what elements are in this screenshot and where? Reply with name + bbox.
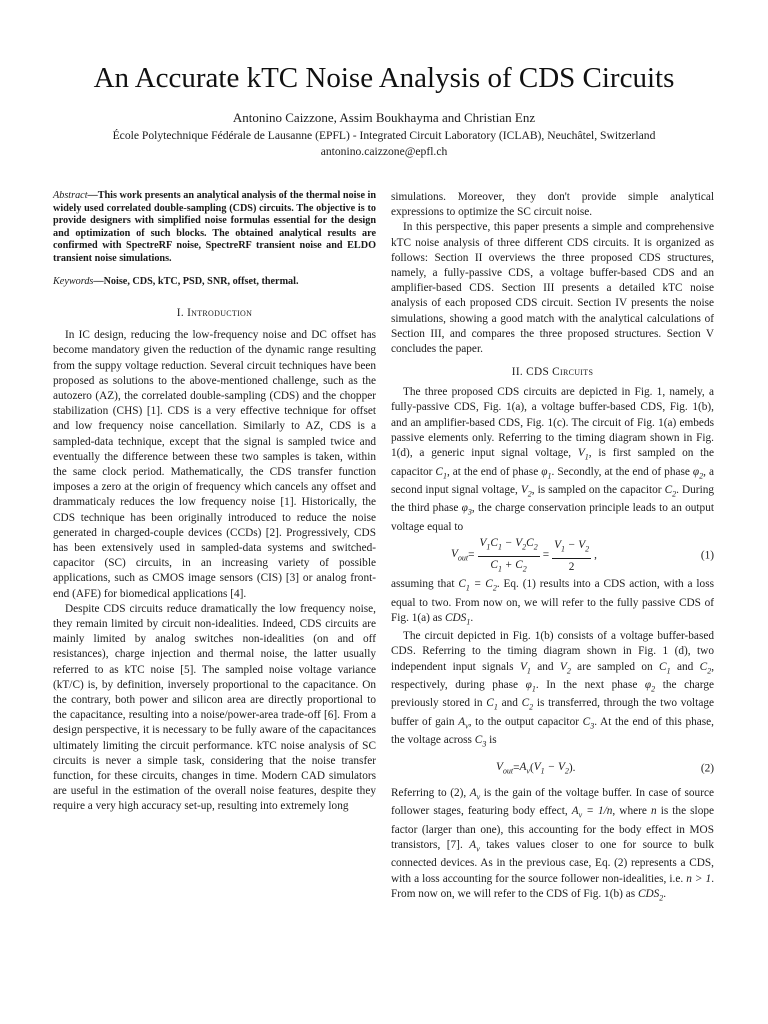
text-run: . <box>663 887 667 900</box>
comma: , <box>594 549 597 562</box>
keywords <box>53 276 376 289</box>
symbol: V <box>578 539 586 552</box>
math-c2 <box>521 697 534 712</box>
section-title: CDS Circuits <box>526 366 594 379</box>
equals-sign: = <box>468 549 475 562</box>
symbol: C <box>435 465 443 478</box>
symbol: V <box>479 537 487 550</box>
symbol: n <box>686 872 692 885</box>
subscript: 1 <box>584 452 589 462</box>
equation-number: (1) <box>700 549 714 562</box>
equation-number: (2) <box>700 762 714 775</box>
math-c1 <box>435 466 447 478</box>
symbol: C <box>659 660 667 673</box>
math-v1 <box>577 447 589 462</box>
symbol: C <box>699 660 708 673</box>
section-heading-introduction <box>53 306 376 320</box>
subscript: 2 <box>659 893 664 903</box>
text-run: . Eq. (1) results into a CDS action, with a loss equal to two. From now on, we will refer to the fully passive CDS of Fig. 1(a) as <box>391 578 714 624</box>
subscript: 1 <box>465 583 470 593</box>
subscript: 1 <box>547 470 552 480</box>
one-over: 1/ <box>597 805 607 818</box>
text-run: is the gain of the voltage buffer. In case of source follower stages, featuring body effect, <box>391 786 714 818</box>
author-email: antonino.caizzone@epfl.ch <box>320 145 448 158</box>
subscript: 1 <box>540 765 545 775</box>
equation-body <box>496 758 575 780</box>
equals-sign: = <box>582 805 598 818</box>
fraction-numerator <box>552 538 591 558</box>
equation-body <box>451 539 597 573</box>
math-phi3 <box>461 502 472 517</box>
text-run: and <box>670 660 700 673</box>
symbol: V <box>533 760 541 773</box>
math-c1-eq-c2 <box>458 578 497 593</box>
author-list: Antonino Caizzone, Assim Boukhayma and Christian Enz <box>232 110 536 125</box>
symbol: V <box>577 447 585 460</box>
symbol: C <box>485 578 493 591</box>
subscript: 3 <box>590 721 595 731</box>
symbol: A <box>571 805 579 818</box>
symbol: φ <box>461 502 468 515</box>
cds-paragraph-1 <box>391 385 714 535</box>
cds-paragraph-4 <box>391 786 714 905</box>
subscript: 1 <box>666 665 671 675</box>
symbol: V <box>559 660 567 673</box>
symbol: V <box>519 660 527 673</box>
symbol: CDS <box>637 887 660 900</box>
subscript: 1 <box>442 470 447 480</box>
equals-sign: = <box>542 549 550 562</box>
subscript: 2 <box>492 583 497 593</box>
subscript: out <box>502 765 514 775</box>
intro-paragraph-2: Despite CDS circuits reduce dramatically the low frequency noise, they remain limited by circuit non-idealities. Indeed, CDS circuits are mainly limited by analog switches non-idealities (on and off resistances), charge injection and thermal noise, the latter usually referred to as kTC noise [5]. The sampled noise voltage variance (kT/C) is, by definition, inversely proportional to the capacitance. On the contrary, both power and silicon area are directly proportional to the capacitance, resulting into a noise/power-area trade-off [6]. From a design perspective, it is necessary to be fully aware of the capacitances ultimately limiting the circuit performance. kTC noise analysis of SC circuits is never a simple task, considering that the noise transfer function, for these circuits, changes in time. Modern CAD simulators are useful in the estimation of the overall noise features, despite they require a very high accuracy set-up, resulting into extremely long <box>53 602 376 813</box>
section-number: II. <box>511 366 524 379</box>
equals-sign: = <box>469 578 486 591</box>
symbol: C <box>486 697 494 710</box>
symbol: φ <box>525 679 532 692</box>
symbol: C <box>490 537 498 550</box>
text-run: Referring to (2), <box>391 786 470 799</box>
symbol: V <box>451 547 458 560</box>
math-n-gt-1 <box>686 873 711 885</box>
equation-1 <box>391 539 714 573</box>
math-c1 <box>659 661 671 673</box>
text-run: . At the end of this phase, the voltage across <box>391 715 714 747</box>
symbol: A <box>469 838 477 851</box>
symbol: n <box>606 805 613 818</box>
math-c1 <box>486 697 498 712</box>
math-v2 <box>560 661 571 673</box>
symbol: C <box>490 558 498 571</box>
math-phi2 <box>693 466 703 478</box>
minus-sign: − <box>564 539 579 552</box>
text-run: is transferred, through the two voltage buffer of gain <box>391 697 714 728</box>
text-run: . Secondly, at the end of phase <box>551 465 693 478</box>
fraction-1 <box>478 536 540 576</box>
intro-paragraph-continued: simulations. Moreover, they don't provide simple analytical expressions to optimize the SC circuit noise. <box>391 191 714 219</box>
text-run: are sampled on <box>570 660 660 673</box>
math-av-eq <box>571 805 613 820</box>
text-run: . During the third phase <box>391 483 715 515</box>
symbol: V <box>496 760 503 773</box>
subscript: v <box>465 721 469 731</box>
subscript: 1 <box>497 563 502 573</box>
symbol: A <box>519 760 527 773</box>
symbol: C <box>521 697 530 710</box>
text-run: takes values closer to one for source to bulk connected devices. As in the previous case, Eq. (2) represents a CDS, with a loss accounting for the source follower non-idealities, i.e. <box>391 838 714 885</box>
subscript: v <box>578 810 583 820</box>
math-c2 <box>664 483 677 499</box>
subscript: 2 <box>585 544 590 554</box>
symbol: V <box>520 483 528 496</box>
text-run: . From now on, we will refer to the CDS of Fig. 1(b) as <box>391 872 715 900</box>
text-run: is the slope factor (larger than one), this accounting for the body effect in MOS transistors, [7]. <box>391 805 714 851</box>
subscript: 2 <box>699 470 704 480</box>
symbol: φ <box>692 465 700 478</box>
plus-sign: + <box>501 558 516 571</box>
math-c3 <box>582 715 595 731</box>
math-cds2 <box>637 887 664 903</box>
text-run: , at the end of phase <box>446 465 542 478</box>
text-run: . In the next phase <box>535 679 645 692</box>
text-run: assuming that <box>391 578 459 591</box>
subscript: 3 <box>467 507 472 517</box>
symbol: C <box>664 483 673 496</box>
text-run: The three proposed CDS circuits are depicted in Fig. 1, namely, a fully-passive CDS, Fig. 1(a), a voltage buffer-based CDS, Fig. 1(b), and an amplifier-based CDS, Fig. 1(c). The circuit of Fig. 1(a) embeds passive elements only. Referring to the timing diagram shown in Fig. 1(d), a generic input signal voltage, <box>391 386 714 460</box>
text-run: the charge previously stored in <box>391 679 714 710</box>
subscript: 2 <box>564 765 569 775</box>
fraction-2 <box>552 538 591 573</box>
symbol: CDS <box>444 611 467 624</box>
symbol: φ <box>644 679 652 692</box>
text-run: , the charge conservation principle leads to an output voltage equal to <box>391 502 714 533</box>
fraction-denominator: 2 <box>568 560 575 573</box>
subscript: 1 <box>531 684 536 694</box>
symbol: C <box>526 537 534 550</box>
abstract-text: —This work presents an analytical analysis of the thermal noise in widely used correlated double-sampling (CDS) circuits. The objective is to provide designers with simplified noise formulas essential for the design and optimization of such blocks. The obtained analytical results are confirmed with SpectreRF noise, SpectreRF transient noise and ELDO transient noise simulations. <box>53 190 377 264</box>
subscript: v <box>476 792 481 802</box>
text-run: , is first sampled on the capacitor <box>391 447 714 478</box>
symbol: V <box>554 539 561 552</box>
section-heading-cds-circuits <box>391 365 714 379</box>
subscript: 2 <box>522 542 527 552</box>
text-run: and <box>497 697 522 710</box>
section-title: Introduction <box>187 307 253 320</box>
keywords-lead: Keywords <box>53 275 94 287</box>
subscript: 2 <box>566 665 571 675</box>
text-run: , a second input signal voltage, <box>391 465 715 496</box>
text-run: , where <box>612 805 651 818</box>
subscript: 3 <box>482 739 487 749</box>
text-run: . <box>470 611 474 624</box>
affiliation: École Polytechnique Fédérale de Lausanne (EPFL) - Integrated Circuit Laboratory (ICLAB), Neuchâtel, Switzerland <box>112 129 656 142</box>
section-number: I. <box>176 307 184 320</box>
subscript: 1 <box>526 665 531 675</box>
period: . <box>572 762 576 775</box>
symbol: C <box>474 734 483 747</box>
subscript: 2 <box>672 489 677 499</box>
subscript: out <box>457 553 469 563</box>
symbol: A <box>458 715 466 728</box>
abstract-lead: Abstract <box>53 190 88 201</box>
math-phi2 <box>644 679 656 694</box>
text-run: , is sampled on the capacitor <box>531 483 665 496</box>
right-column <box>391 190 714 905</box>
math-cds1 <box>445 612 470 624</box>
subscript: 2 <box>651 684 656 694</box>
math-vout <box>451 547 468 565</box>
text-run: , respectively, during phase <box>391 660 715 692</box>
subscript: v <box>476 844 480 854</box>
open-paren: ( <box>529 762 534 775</box>
fraction-denominator <box>488 557 528 576</box>
math-av <box>469 838 480 854</box>
equation-2 <box>391 758 714 780</box>
math-c3 <box>474 734 487 749</box>
close-paren: ) <box>568 762 573 775</box>
math-v2 <box>520 483 532 499</box>
intro-paragraph-1: In IC design, reducing the low-frequency noise and DC offset has become mandatory given the reduction of the dynamic range resulting from the suppy voltage reduction. Several circuit techniques have been proposed as solutions to the above-mentioned challenge, such as the autozero (AZ), the correlated double-sampling (CDS) and the chopper stabilization (CHS) [1]. CDS is a very effective technique for offset and low frequency noise cancellation. Similarly to AZ, CDS is a sampled-data technique, except that the signal is sampled twice and eventually the difference between these two samples is taken, within the same clock period. Mathematically, the CDS transfer function imposes a zero at the origin of frequency which cancels any offset and drammaticaly reduces the low frequency noise [1]. Historically, the CDS technique has been originally introduced to reduce the noise generated in charged-couple devices (CCDs) [2]. Progressively, CDS has been extensively used in sampled-data systems and switched-capacitor (SC) circuits, in an increasing variety of possible applications, such as CMOS image sensors (CIS) [3] or analog front-end (AFE) for biomedical applications [4]. <box>53 329 376 600</box>
text-run: is <box>486 734 497 747</box>
intro-paragraph-3: In this perspective, this paper presents a simple and comprehensive kTC noise analysis of three different CDS circuits. It is organized as follows: Section II overviews the three proposed CDS structures, namely, a fully-passive CDS, a voltage buffer-based CDS and an amplifier-based CDS. Section III presents a detailed kTC noise analysis of each proposed CDS circuit. Section IV presents the noise simulations, showing a good match with the analytical calculations of Section III, and compares the three proposed structures. Section V concludes the paper. <box>391 221 714 356</box>
math-c2 <box>700 661 712 673</box>
subscript: 2 <box>522 563 527 573</box>
subscript: 2 <box>527 489 532 499</box>
math-n: n <box>650 805 657 818</box>
symbol: C <box>458 578 466 591</box>
fraction-numerator <box>478 536 540 556</box>
text-run: and <box>530 660 560 673</box>
symbol: V <box>557 760 565 773</box>
symbol: C <box>582 715 591 728</box>
subscript: v <box>526 765 530 775</box>
symbol: C <box>515 558 523 571</box>
minus-sign: − <box>544 760 558 773</box>
subscript: 1 <box>486 542 491 552</box>
symbol: φ <box>541 465 548 478</box>
text-run: , to the output capacitor <box>468 715 583 728</box>
subscript: 1 <box>493 702 498 712</box>
abstract <box>53 190 376 266</box>
cds-paragraph-2 <box>391 577 714 629</box>
math-av <box>520 760 530 778</box>
subscript: 1 <box>560 544 565 554</box>
equals-sign: = <box>513 762 520 775</box>
math-phi1 <box>541 466 551 478</box>
paper-title: An Accurate kTC Noise Analysis of CDS Circuits <box>93 62 675 94</box>
left-column <box>53 190 376 815</box>
symbol: A <box>469 786 477 799</box>
math-av <box>458 715 469 731</box>
math-phi1 <box>525 679 536 694</box>
subscript: 1 <box>497 542 502 552</box>
subscript: 1 <box>466 616 471 626</box>
math-av <box>469 786 481 802</box>
subscript: 2 <box>707 665 712 675</box>
math-vout <box>496 760 513 778</box>
minus-sign: − <box>501 537 516 550</box>
inequality: > 1 <box>691 872 712 885</box>
text-run: The circuit depicted in Fig. 1(b) consists of a voltage buffer-based CDS. Referring to the timing diagram shown in Fig. 1 (d), two independent input signals <box>391 630 714 673</box>
subscript: 2 <box>529 702 534 712</box>
keywords-text: —Noise, CDS, kTC, PSD, SNR, offset, thermal. <box>93 275 299 287</box>
subscript: 2 <box>533 542 538 552</box>
math-v1-minus-v2 <box>534 760 569 778</box>
symbol: V <box>515 537 523 550</box>
math-v1 <box>520 661 531 673</box>
cds-paragraph-3 <box>391 629 714 752</box>
